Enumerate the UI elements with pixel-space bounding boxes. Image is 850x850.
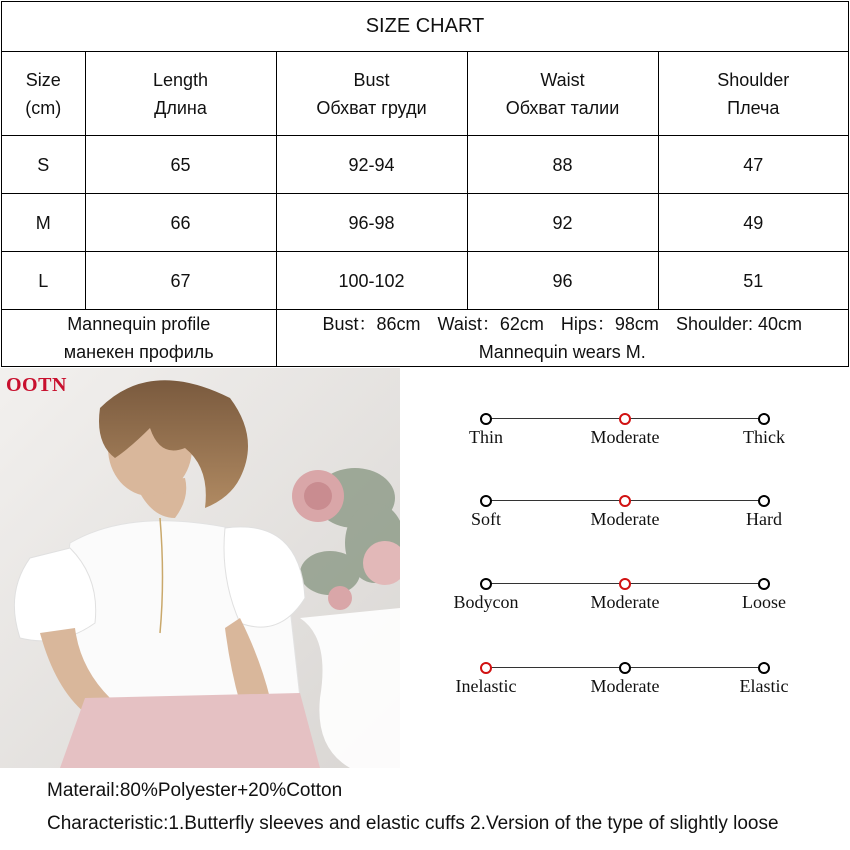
- scale-label-hard: Hard: [746, 509, 782, 529]
- scale-dot-inelastic: [480, 662, 492, 674]
- mannequin-profile-row: [2, 310, 848, 367]
- scale-dot-hard: [758, 495, 770, 507]
- table-row: [2, 136, 848, 194]
- table-header-row: [2, 52, 848, 136]
- cell-waist: 92: [467, 194, 658, 252]
- size-chart: [1, 1, 849, 367]
- cell-shoulder: 47: [658, 136, 848, 194]
- cell-length: 67: [85, 252, 276, 310]
- header-waist: Waist Обхват талии: [467, 52, 658, 136]
- cell-waist: 88: [467, 136, 658, 194]
- scale-label-loose: Loose: [742, 592, 786, 612]
- cell-bust: 92-94: [276, 136, 467, 194]
- scale-dot-elastic: [758, 662, 770, 674]
- cell-waist: 96: [467, 252, 658, 310]
- ootn-watermark: OOTN: [6, 374, 67, 396]
- scale-label-soft: Soft: [470, 509, 501, 529]
- profile-hips: Hips：98cm: [560, 314, 659, 334]
- scale-label-moderate: Moderate: [590, 509, 660, 529]
- material-text: Materail:80%Polyester+20%Cotton: [47, 780, 343, 801]
- cell-bust: 96-98: [276, 194, 467, 252]
- scale-label-moderate: Moderate: [590, 676, 660, 696]
- profile-bust: Bust：86cm: [322, 314, 421, 334]
- cell-shoulder: 49: [658, 194, 848, 252]
- size-table: [2, 52, 848, 366]
- scale-dot-moderate: [619, 413, 631, 425]
- scale-label-moderate: Moderate: [590, 592, 660, 612]
- cell-size: S: [2, 136, 85, 194]
- header-shoulder: Shoulder Плеча: [658, 52, 848, 136]
- scale-label-inelastic: Inelastic: [455, 676, 517, 696]
- table-row: [2, 194, 848, 252]
- scale-dot-thick: [758, 413, 770, 425]
- scale-label-elastic: Elastic: [739, 676, 789, 696]
- scale-dot-soft: [480, 495, 492, 507]
- size-chart-title: SIZE CHART: [2, 2, 848, 52]
- header-size: Size (cm): [2, 52, 85, 136]
- scale-label-thin: Thin: [469, 427, 503, 447]
- profile-waist: Waist：62cm: [437, 314, 544, 334]
- scale-label-thick: Thick: [743, 427, 785, 447]
- scale-dot-moderate: [619, 495, 631, 507]
- cell-size: L: [2, 252, 85, 310]
- scale-dot-moderate: [619, 662, 631, 674]
- cell-size: M: [2, 194, 85, 252]
- model-photo: [0, 368, 400, 768]
- scale-dot-moderate: [619, 578, 631, 590]
- scale-label-moderate: Moderate: [590, 427, 660, 447]
- scale-dot-bodycon: [480, 578, 492, 590]
- model-photo-illustration: [0, 368, 400, 768]
- table-row: [2, 252, 848, 310]
- cell-bust: 100-102: [276, 252, 467, 310]
- cell-shoulder: 51: [658, 252, 848, 310]
- profile-wears: Mannequin wears M.: [478, 342, 646, 362]
- fit-scale: [450, 578, 800, 628]
- scale-dot-loose: [758, 578, 770, 590]
- thickness-scale: [450, 413, 800, 463]
- header-bust: Bust Обхват груди: [276, 52, 467, 136]
- scale-label-bodycon: Bodycon: [453, 592, 519, 612]
- scale-dot-thin: [480, 413, 492, 425]
- characteristic-text: Characteristic:1.Butterfly sleeves and elastic cuffs 2.Version of the type of slightly loose: [47, 813, 779, 834]
- cell-length: 65: [85, 136, 276, 194]
- profile-shoulder: Shoulder: 40cm: [675, 314, 803, 334]
- softness-scale: [450, 495, 800, 545]
- header-length: Length Длина: [85, 52, 276, 136]
- mannequin-profile-label: Mannequin profile манекен профиль: [2, 310, 276, 367]
- elasticity-scale: [450, 662, 800, 712]
- mannequin-profile-measures: [276, 310, 848, 367]
- cell-length: 66: [85, 194, 276, 252]
